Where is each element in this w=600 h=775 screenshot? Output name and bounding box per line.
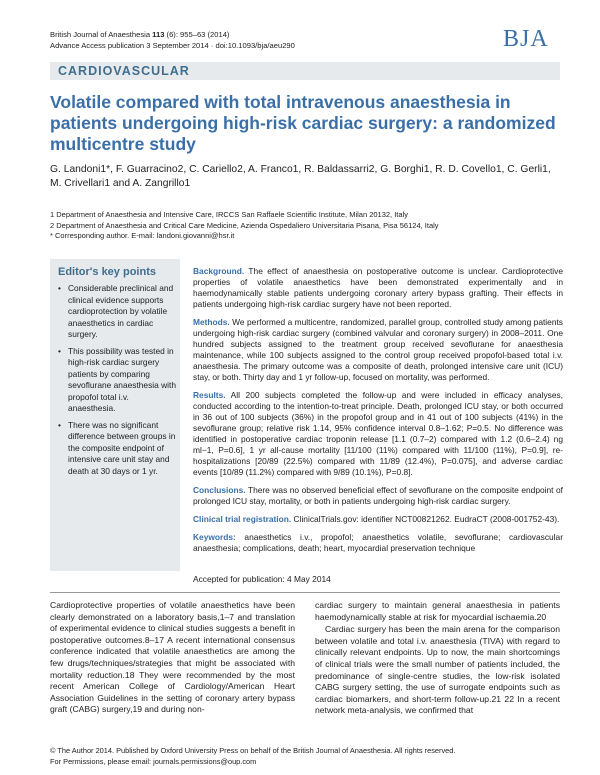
journal-header	[50, 30, 295, 51]
key-points-title: Editor's key points	[58, 266, 156, 278]
body-paragraph: Cardiac surgery has been the main arena for the comparison between volatile and total i.v. anaesthesia (TIVA) with regard to clinically relevant endpoints. Up to now, the main shortcomings of clinical trials were the small number of patients included, the predominance of single-centre studies, the low-risk isolated CABG surgery setting, the use of surrogate endpoints such as cardiac biomarkers, and short-term follow-up.21 22 In a recent network meta-analysis, we confirmed that	[315, 624, 560, 716]
section-label: CARDIOVASCULAR	[58, 64, 190, 78]
permissions-line: For Permissions, please email: journals.permissions@oup.com	[50, 756, 257, 766]
copyright-line: © The Author 2014. Published by Oxford University Press on behalf of the British Journal of Anaesthesia. All rights reserved.	[50, 746, 456, 755]
affiliations	[50, 210, 570, 242]
accepted-date: Accepted for publication: 4 May 2014	[193, 574, 331, 584]
abstract-methods: Methods. We performed a multicentre, randomized, parallel group, controlled study among patients undergoing high-risk cardiac surgery (combined valvular and coronary surgery) in 2008–2011. One hundred subjects assigned to the treatment group received sevoflurane for anaesthesia maintenance, while 100 subjects assigned to the control group received propofol-based total i.v. anaesthesia. The primary outcome was a composite of death, prolonged intensive care unit (ICU) stay, or both. Thirty day and 1 yr follow-up, focused on mortality, was performed.	[193, 317, 563, 382]
journal-logo: BJA	[503, 26, 549, 52]
body-paragraph: cardiac surgery to maintain general anaesthesia in patients haemodynamically stable at risk for myocardial ischaemia.20	[315, 600, 560, 622]
body-column-left	[50, 600, 295, 716]
article-title: Volatile compared with total intravenous anaesthesia in patients undergoing high-risk cardiac surgery: a randomized multicentre study	[50, 92, 556, 154]
corresponding-author: * Corresponding author. E-mail: landoni.giovanni@hsr.it	[50, 231, 235, 240]
abstract-conclusions: Conclusions. There was no observed beneficial effect of sevoflurane on the composite endpoint of prolonged ICU stay, mortality, or both in patients undergoing high-risk cardiac surgery.	[193, 485, 563, 506]
abstract-results: Results. All 200 subjects completed the follow-up and were included in efficacy analyses, conducted according to the intention-to-treat principle. Death, prolonged ICU stay, or both occurred in 36 out of 100 subjects (36%) in the propofol group and in 41 out of 100 subjects (41%) in the sevoflurane group; relative risk 1.14, 95% confidence interval 0.8–1.62; P=0.5. No difference was identified in postoperative cardiac troponin release [1.1 (0.7–2) compared with 1.2 (0.6–2.4) ng ml−1, P=0.6], 1 yr all-cause mortality [11/100 (11%) compared with 11/100 (11%), P=0.9], re-hospitalizations [20/89 (22.5%) compared with 11/89 (12.4%), P=0.075], and adverse cardiac events [10/89 (11.2%) compared with 9/89 (10.1%), P=0.8].	[193, 390, 563, 477]
abstract-keywords: Keywords: anaesthetics i.v., propofol; anaesthetics volatile, sevoflurane; cardiovascular anaesthesia; complications, death; heart, myocardial preservation technique	[193, 532, 563, 553]
doi-line: Advance Access publication 3 September 2014 · doi:10.1093/bja/aeu290	[50, 40, 295, 50]
body-column-right	[315, 600, 560, 717]
author-list: G. Landoni1*, F. Guarracino2, C. Cariello2, A. Franco1, R. Baldassarri2, G. Borghi1, R. D. Covello1, C. Gerli1, M. Crivellari1 and A. Zangrillo1	[50, 164, 551, 189]
divider	[50, 592, 560, 593]
key-point-item: • This possibility was tested in high-risk cardiac surgery patients by comparing sevoflurane anaesthesia with propofol total i.v. anaesthesia.	[58, 346, 176, 415]
abstract	[193, 266, 563, 561]
key-point-item: • Considerable preclinical and clinical evidence supports cardioprotection by volatile anaesthetics in cardiac surgery.	[58, 283, 176, 341]
citation-line: British Journal of Anaesthesia 113 (6): 955–63 (2014)	[50, 30, 230, 39]
affiliation-1: 1 Department of Anaesthesia and Intensive Care, IRCCS San Raffaele Scientific Institute, Milan 20132, Italy	[50, 210, 408, 219]
body-paragraph: Cardioprotective properties of volatile anaesthetics have been clearly demonstrated on a laboratory basis,1–7 and translation of experimental evidence to clinical studies suggests a benefit in postoperative outcomes.8–17 A recent international consensus conference indicated that volatile anaesthetics are among the few drugs/techniques/strategies that might be associated with mortality reduction.18 They were recommended by the most recent American College of Cardiology/American Heart Association Guidelines in the setting of coronary artery bypass graft (CABG) surgery,19 and during non-	[50, 600, 295, 715]
copyright-footer	[50, 746, 455, 767]
key-points-list	[58, 283, 176, 482]
abstract-background: Background. The effect of anaesthesia on postoperative outcome is unclear. Cardioprotective properties of volatile anaesthetics have been demonstrated experimentally and in haemodynamically stable patients undergoing coronary artery bypass grafting. Their effects in patients undergoing high-risk cardiac surgery have not been reported.	[193, 266, 563, 309]
abstract-registration: Clinical trial registration. ClinicalTrials.gov: identifier NCT00821262. EudraCT (2008-001752-43).	[193, 514, 560, 524]
key-point-item: • There was no significant difference between groups in the composite endpoint of intensive care unit stay and death at 30 days or 1 yr.	[58, 420, 176, 478]
affiliation-2: 2 Department of Anaesthesia and Critical Care Medicine, Azienda Ospedaliero Universitaria Pisana, Pisa 56124, Italy	[50, 220, 439, 230]
